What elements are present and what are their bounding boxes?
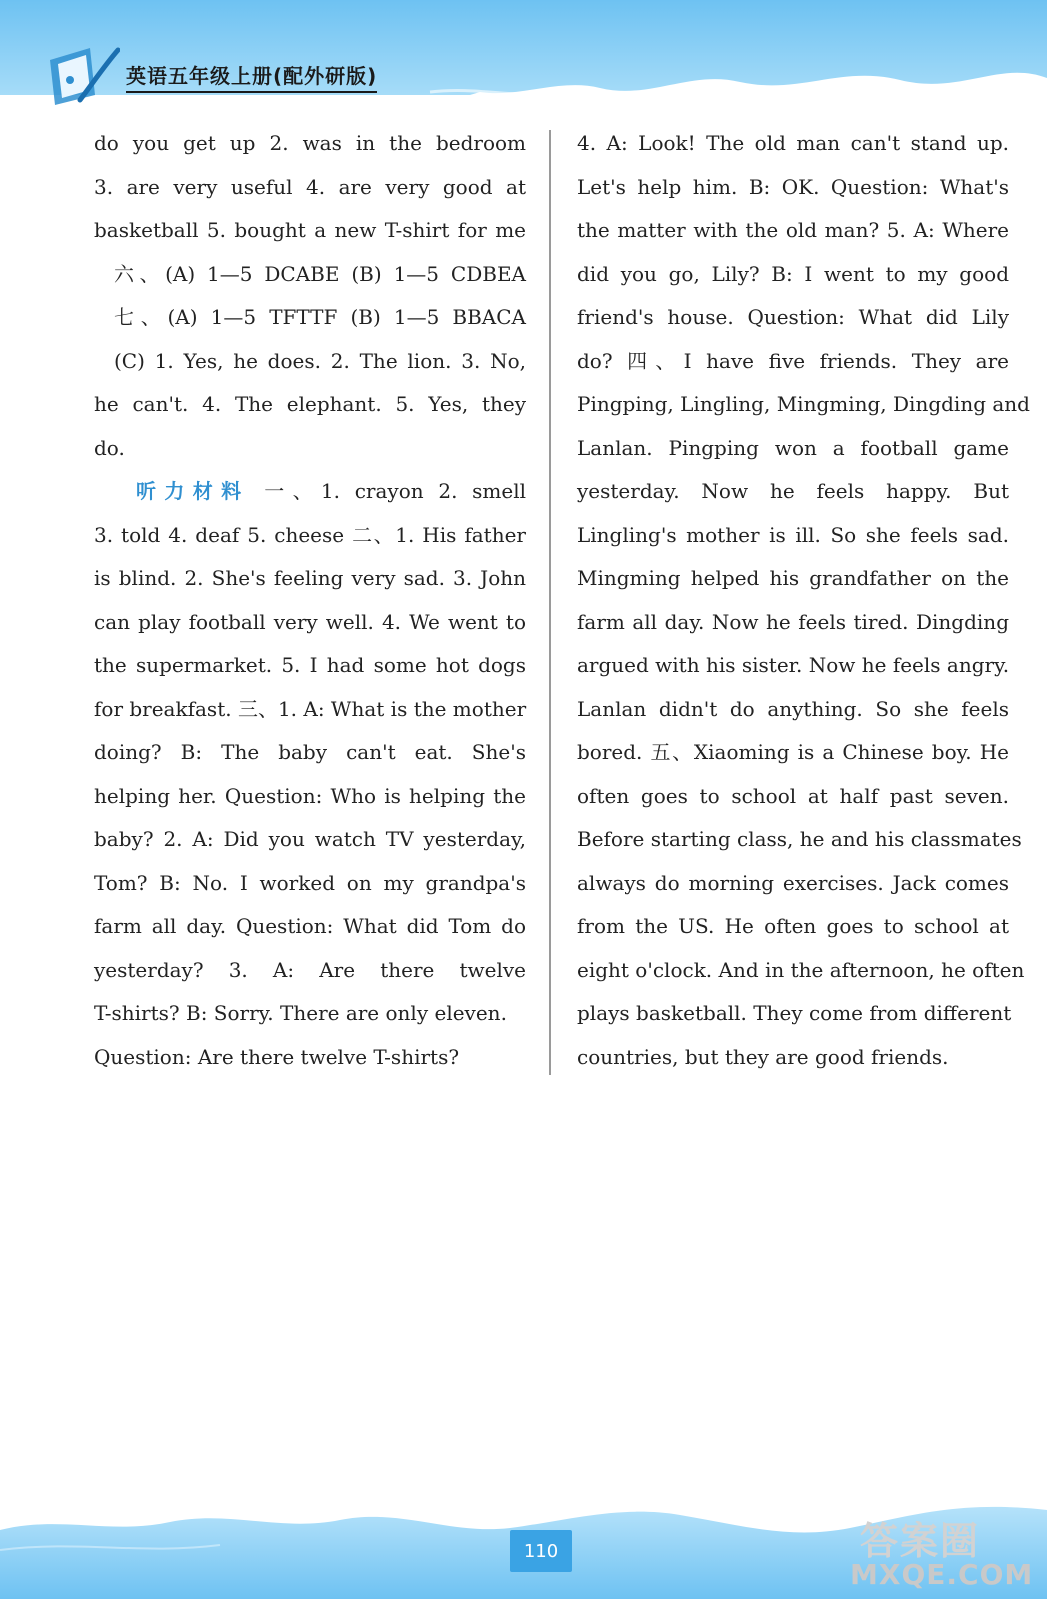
right-column-line (577, 209, 1009, 253)
left-column-line-text: 七、(A) 1—5 TFTTF (B) 1—5 BBACA (114, 305, 526, 329)
left-column-line-text: T-shirts? B: Sorry. There are only eleven. (94, 1001, 507, 1025)
right-column-line-text: farm all day. Now he feels tired. Dingding (577, 609, 1009, 634)
left-column-line-text: Tom? B: No. I worked on my grandpa's (94, 870, 526, 895)
left-column-line (94, 949, 526, 993)
right-column-line (577, 688, 1009, 732)
right-column-line (577, 949, 1025, 993)
left-column-line (94, 253, 526, 297)
left-column-line (94, 296, 526, 340)
right-column-line (577, 166, 1009, 210)
left-column-line (94, 209, 526, 253)
right-column-line-text: do? 四、I have five friends. They are (577, 348, 1009, 373)
left-column-line-text: Question: Are there twelve T-shirts? (94, 1044, 460, 1069)
right-column-line (577, 731, 1009, 775)
left-column-line (94, 644, 526, 688)
left-column-line (94, 862, 526, 906)
right-column-line (577, 601, 1009, 645)
right-column-line (577, 383, 1030, 427)
right-column-line (577, 470, 1009, 514)
left-column-line-text: 3. told 4. deaf 5. cheese 二、1. His father (94, 522, 526, 547)
right-column-line (577, 818, 1022, 862)
left-column-line (94, 1036, 526, 1080)
right-column-line (577, 340, 1009, 384)
page-number: 110 (510, 1530, 572, 1572)
right-column-line-text: Lanlan didn't do anything. So she feels (577, 696, 1009, 721)
left-column-line-text: can play football very well. 4. We went to (94, 609, 526, 634)
right-column-line-text: countries, but they are good friends. (577, 1044, 949, 1069)
left-column-line-text: do you get up 2. was in the bedroom (94, 131, 526, 155)
right-column-line-text: 4. A: Look! The old man can't stand up. (577, 131, 1009, 155)
column-divider (549, 130, 551, 1075)
left-answer-column (94, 122, 526, 1079)
left-column-line (94, 992, 526, 1036)
left-column-line-text: 六、(A) 1—5 DCABE (B) 1—5 CDBEA (114, 261, 526, 286)
left-column-line-text: he can't. 4. The elephant. 5. Yes, they (94, 392, 526, 416)
left-column-line-text: (C) 1. Yes, he does. 2. The lion. 3. No, (114, 348, 526, 373)
left-column-line-text: doing? B: The baby can't eat. She's (94, 740, 526, 764)
right-column-line-text: Pingping, Lingling, Mingming, Dingding and (577, 392, 1030, 416)
right-column-line-text: Lanlan. Pingping won a football game (577, 435, 1009, 460)
right-column-line (577, 644, 1009, 688)
right-column-line (577, 427, 1009, 471)
left-column-line-text: the supermarket. 5. I had some hot dogs (94, 653, 526, 677)
left-column-line-text: basketball 5. bought a new T-shirt for me (94, 218, 526, 242)
right-column-line-text: plays basketball. They come from different (577, 1001, 1012, 1025)
left-column-line (94, 905, 526, 949)
left-column-line (94, 340, 526, 384)
left-column-line-text: 3. are very useful 4. are very good at (94, 174, 526, 199)
left-column-line (94, 427, 526, 471)
left-column-line-text: baby? 2. A: Did you watch TV yesterday, (94, 827, 526, 851)
left-column-line-text: yesterday? 3. A: Are there twelve (94, 957, 526, 982)
book-title: 英语五年级上册(配外研版) (126, 60, 377, 93)
right-column-line-text: from the US. He often goes to school at (577, 914, 1009, 938)
left-column-line-text: do. (94, 435, 125, 460)
left-column-line (94, 688, 526, 732)
right-column-line (577, 992, 1012, 1036)
right-column-line-text: always do morning exercises. Jack comes (577, 870, 1009, 895)
section-heading: 听力材料 (136, 479, 250, 503)
right-column-line-text: Lingling's mother is ill. So she feels sad. (577, 522, 1009, 547)
left-column-line (94, 557, 526, 601)
right-column-line (577, 122, 1009, 166)
left-column-line (94, 775, 526, 819)
left-column-line (94, 122, 526, 166)
right-column-line (577, 253, 1009, 297)
right-column-line (577, 1036, 1009, 1080)
left-column-line (94, 514, 526, 558)
left-column-line (94, 601, 526, 645)
right-column-line-text: yesterday. Now he feels happy. But (577, 479, 1009, 503)
right-column-line (577, 775, 1009, 819)
left-column-line (94, 818, 526, 862)
right-column-line (577, 862, 1009, 906)
left-column-line (94, 383, 526, 427)
book-logo-icon (40, 40, 120, 110)
right-column-line-text: did you go, Lily? B: I went to my good (577, 261, 1009, 286)
left-column-line-text: for breakfast. 三、1. A: What is the mother (94, 696, 527, 721)
right-column-line-text: bored. 五、Xiaoming is a Chinese boy. He (577, 740, 1009, 764)
right-column-line-text: Mingming helped his grandfather on the (577, 566, 1009, 590)
left-column-line-text: 一、1. crayon 2. smell (264, 479, 527, 503)
left-column-line (94, 470, 526, 514)
right-column-line-text: eight o'clock. And in the afternoon, he often (577, 957, 1025, 982)
right-column-line-text: Let's help him. B: OK. Question: What's (577, 174, 1009, 199)
right-column-line-text: the matter with the old man? 5. A: Where (577, 218, 1009, 242)
left-column-line-text: helping her. Question: Who is helping the (94, 783, 526, 808)
left-column-line (94, 731, 526, 775)
right-column-line-text: often goes to school at half past seven. (577, 783, 1009, 808)
left-column-line-text: farm all day. Question: What did Tom do (94, 914, 526, 938)
right-column-line-text: Before starting class, he and his classmates (577, 827, 1022, 851)
right-column-line-text: friend's house. Question: What did Lily (577, 305, 1009, 329)
left-column-line (94, 166, 526, 210)
right-column-line (577, 905, 1009, 949)
right-column-line (577, 514, 1009, 558)
right-answer-column (577, 122, 1030, 1079)
right-column-line (577, 557, 1009, 601)
watermark-bottom: MXQE.COM (850, 1558, 1034, 1591)
watermark-top: 答案圈 (860, 1519, 981, 1563)
watermark-logo (850, 1510, 1040, 1595)
right-column-line-text: argued with his sister. Now he feels angry. (577, 653, 1010, 677)
right-column-line (577, 296, 1009, 340)
left-column-line-text: is blind. 2. She's feeling very sad. 3. John (94, 566, 526, 590)
